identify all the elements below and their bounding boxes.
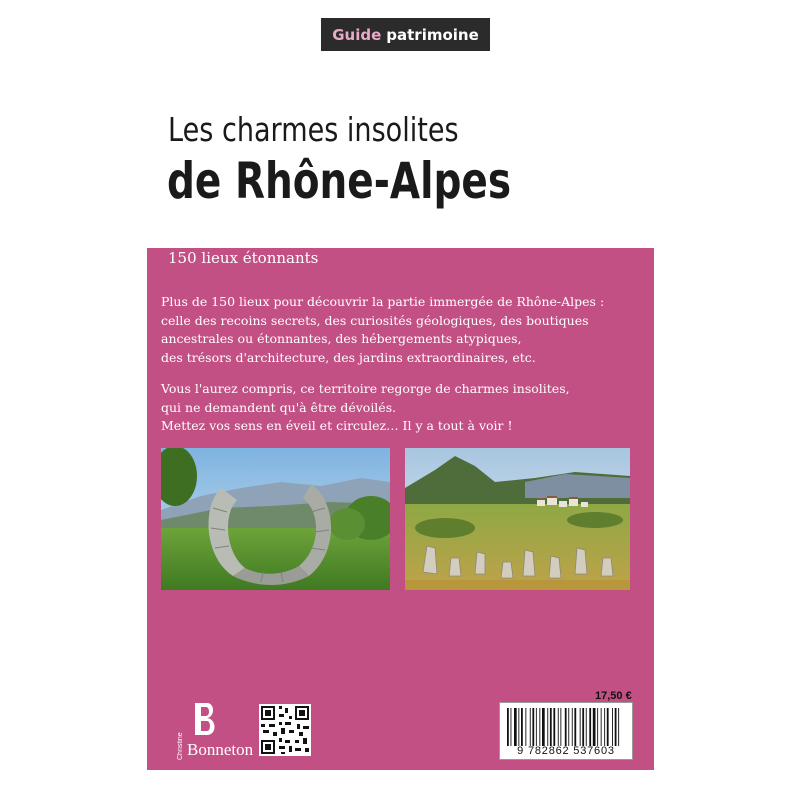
paragraph-line: des trésors d'architecture, des jardins extraordinaires, etc. [161,350,536,366]
qr-code-icon [259,704,311,756]
series-tab [321,18,490,51]
description-paragraph-1 [161,293,604,368]
publisher-first-name: Christine [177,732,184,760]
publisher-logo [177,702,254,760]
barcode [499,702,633,760]
series-name: patrimoine [386,25,479,44]
qr-code [259,704,311,756]
publisher-name: Bonneton [187,740,254,759]
book-title-line1: Les charmes insolites [168,110,459,149]
description-paragraph-2 [161,380,570,436]
book-title-line2: de Rhône-Alpes [167,152,512,210]
isbn-number: 9 782862 537603 [517,745,615,757]
photo-mountain-village [405,448,630,590]
paragraph-line: Mettez vos sens en éveil et circulez… Il y a tout à voir ! [161,418,513,434]
publisher-logo-icon [193,702,217,736]
paragraph-line: Vous l'aurez compris, ce territoire regorge de charmes insolites, [161,381,570,396]
photo-stone-sculpture [161,448,390,590]
paragraph-line: Plus de 150 lieux pour découvrir la partie immergée de Rhône-Alpes : [161,294,605,309]
book-subtitle: 150 lieux étonnants [168,249,319,267]
paragraph-line: qui ne demandent qu'à être dévoilés. [161,399,397,415]
paragraph-line: ancestrales ou étonnantes, des hébergements atypiques, [161,331,522,347]
price-label: 17,50 € [595,690,632,702]
series-prefix: Guide [332,25,382,44]
barcode-icon [506,708,628,746]
paragraph-line: celle des recoins secrets, des curiosités géologiques, des boutiques [161,312,589,328]
